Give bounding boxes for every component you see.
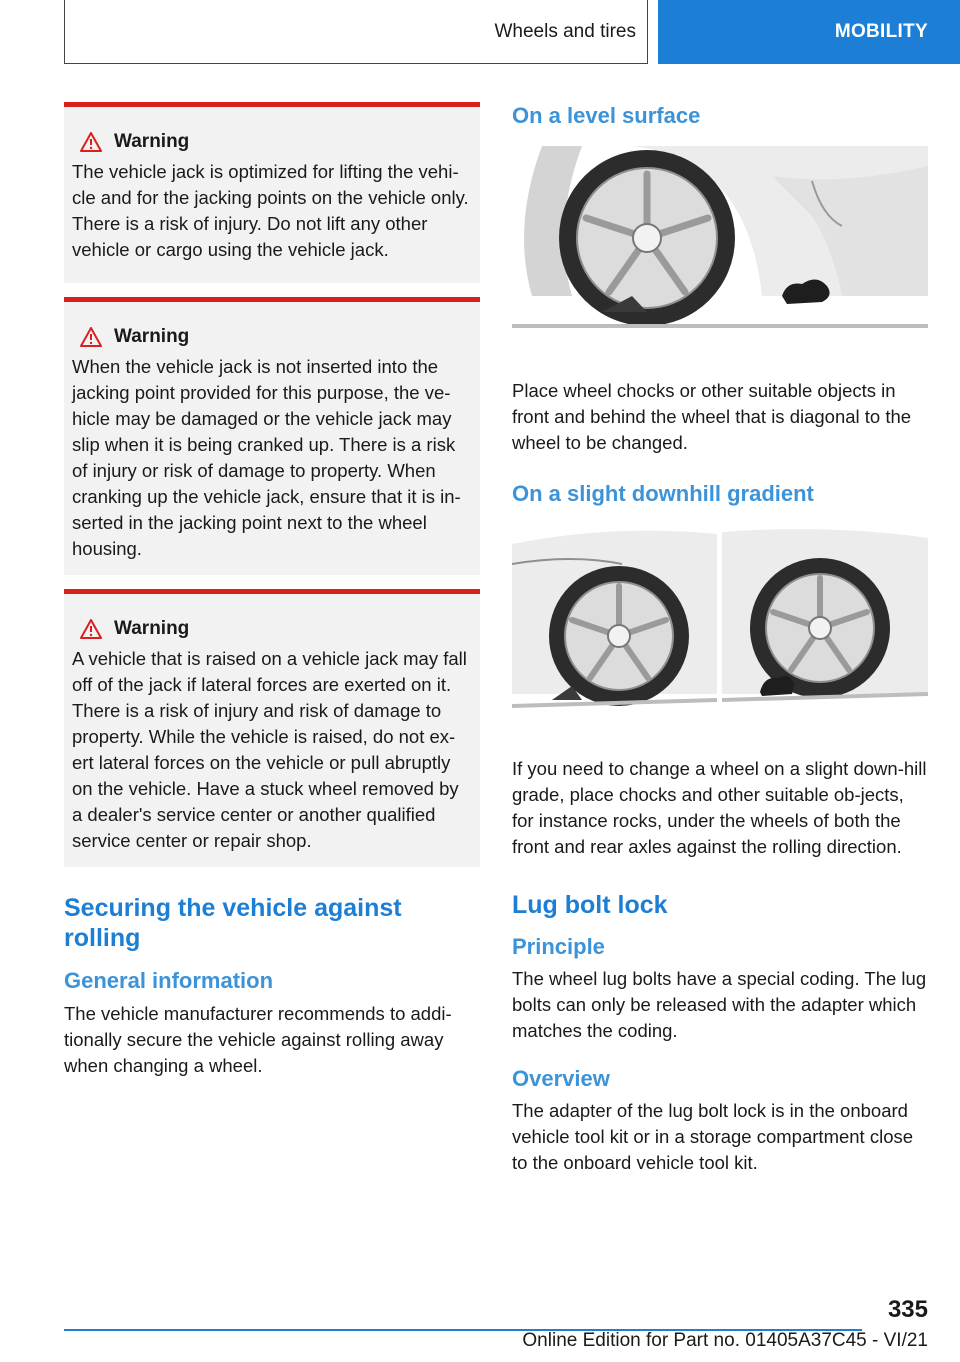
page-number: 335	[887, 1296, 928, 1323]
edition-footer: Online Edition for Part no. 01405A37C45 - VI/21	[522, 1330, 928, 1351]
warning-triangle-icon	[80, 327, 102, 347]
section-heading-lug-bolt-lock: Lug bolt lock	[512, 891, 668, 919]
warning-header	[72, 326, 472, 348]
warning-triangle-icon	[80, 619, 102, 639]
level-surface-text: Place wheel chocks or other suitable objects in front and behind the wheel that is diagonal to the wheel to be changed.	[512, 380, 912, 453]
warning-title: Warning	[114, 326, 190, 347]
general-information-text: The vehicle manufacturer recommends to addi‐tionally secure the vehicle against rolling away when changing a wheel.	[64, 1003, 452, 1076]
warning-box	[64, 102, 480, 283]
wheel-illustration	[512, 146, 928, 332]
section-heading-securing: Securing the vehicle against rolling	[64, 894, 402, 952]
subheading-general-information: General information	[64, 968, 274, 993]
warning-triangle-icon	[80, 132, 102, 152]
warning-title: Warning	[114, 131, 190, 152]
subheading-downhill-gradient: On a slight downhill gradient	[512, 481, 814, 506]
downhill-text: If you need to change a wheel on a slight down‐hill grade, place chocks and other suitable ob‐jects, for instance rocks, under the wheels of both the front and rear axles against the rolling direction.	[512, 758, 927, 857]
warning-header	[72, 618, 472, 640]
overview-text: The adapter of the lug bolt lock is in the onboard vehicle tool kit or in a storage compartment close to the onboard vehicle tool kit.	[512, 1100, 914, 1173]
downhill-illustration	[512, 524, 928, 710]
header-chapter-tab: MOBILITY	[658, 0, 960, 64]
principle-text: The wheel lug bolts have a special coding. The lug bolts can only be released with the adapter which matches the coding.	[512, 968, 927, 1041]
warning-box	[64, 589, 480, 867]
warning-text: When the vehicle jack is not inserted into the jacking point provided for this purpose, the ve‐hicle may be damaged or the vehicle jack may slip when it is being cranked up. There is a risk of injury or risk of damage to property. When cranking up the vehicle jack, ensure that it is in‐serted in the jacking point next to the wheel housing.	[72, 356, 461, 559]
warning-box	[64, 297, 480, 575]
warning-text: The vehicle jack is optimized for lifting the vehi‐cle and for the jacking points on the vehicle only. There is a risk of injury. Do not lift any other vehicle or cargo using the vehicle jack.	[72, 161, 469, 260]
subheading-level-surface: On a level surface	[512, 103, 701, 128]
right-column	[512, 102, 928, 1176]
subheading-principle: Principle	[512, 934, 605, 959]
warning-title: Warning	[114, 618, 190, 639]
header-section-title: Wheels and tires	[494, 21, 636, 42]
downhill-wheels-illustration	[512, 524, 928, 710]
warning-header	[72, 131, 472, 153]
subheading-overview: Overview	[512, 1066, 610, 1091]
warning-text: A vehicle that is raised on a vehicle jack may fall off of the jack if lateral forces are exerted on it. There is a risk of injury and risk of damage to property. While the vehicle is raised, do not ex‐ert lateral forces on the vehicle or pull abruptly on the vehicle. Have a stuck wheel removed by a dealer's service center or another qualified service center or repair shop.	[72, 648, 467, 851]
level-surface-illustration	[512, 146, 928, 332]
left-column	[64, 102, 480, 1079]
